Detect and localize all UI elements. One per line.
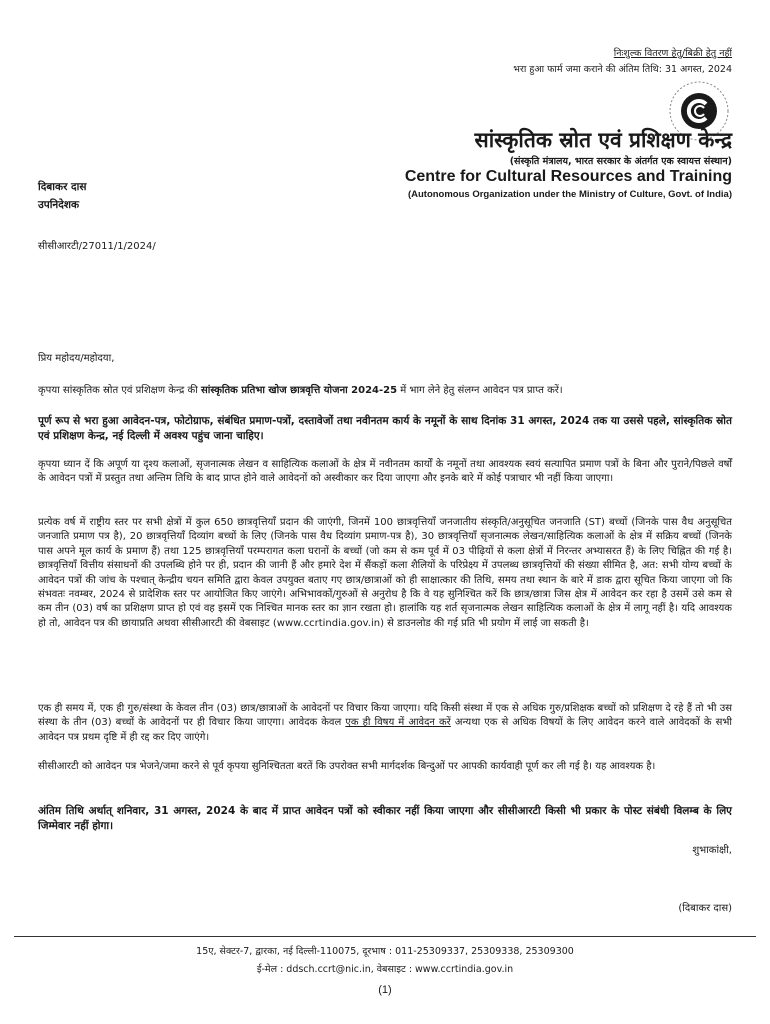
closing: शुभाकांक्षी, — [692, 845, 732, 856]
compliance-paragraph: सीसीआरटी को आवेदन पत्र भेजने/जमा करने से पूर्व कृपया सुनिश्चितता बरतें कि उपरोक्त सभी मार्गदर्शक बिन्दुओं पर आपकी कार्यवाही पूर्ण कर ली गई है। यह आवश्यक है। — [38, 761, 656, 772]
org-name-english: Centre for Cultural Resources and Training — [404, 168, 732, 185]
footer-address: 15ए, सेक्टर-7, द्वारका, नई दिल्ली-110075, दूरभाष : 011-25309337, 25309338, 25309300 — [196, 946, 574, 957]
salutation: प्रिय महोदय/महोदया, — [38, 353, 115, 364]
scheme-name: सांस्कृतिक प्रतिभा खोज छात्रवृत्ति योजना 2024-25 — [200, 385, 398, 396]
sender-name: दिबाकर दास — [38, 181, 87, 193]
footer-divider — [14, 936, 756, 937]
free-distribution-note: निःशुल्क वितरण हेतु/बिक्री हेतु नहीं — [613, 48, 732, 59]
reference-number: सीसीआरटी/27011/1/2024/ — [38, 241, 156, 252]
deadline-note: भरा हुआ फार्म जमा कराने की अंतिम तिथि: 31 अगस्त, 2024 — [513, 64, 732, 75]
signature-name: (दिबाकर दास) — [678, 903, 732, 914]
intro-paragraph — [38, 384, 732, 398]
footer-contact: ई-मेल : ddsch.ccrt@nic.in, वेबसाइट : www.ccrtindia.gov.in — [256, 964, 514, 975]
org-subtitle-english: (Autonomous Organization under the Ministry of Culture, Govt. of India) — [407, 189, 732, 200]
guru-limit-text-post: अन्यथा एक से अधिक विषयों के लिए आवेदन करने वाले आवेदकों के सभी आवेदन पत्र प्रथम दृष्टि में ही रद्द कर दिए जाएंगे। — [38, 717, 732, 743]
intro-text-pre: कृपया सांस्कृतिक स्रोत एवं प्रशिक्षण केन्द्र की — [38, 385, 201, 396]
sender-designation: उपनिदेशक — [38, 199, 80, 211]
submission-paragraph: पूर्ण रूप से भरा हुआ आवेदन-पत्र, फोटोग्राफ, संबंधित प्रमाण-पत्रों, दस्तावेजों तथा नवीनतम कार्य के नमूनों के साथ दिनांक 31 अगस्त, 2024 तक या उससे पहले, सांस्कृतिक स्रोत एवं प्रशिक्षण केन्द्र, नई दिल्ली में अवश्य पहुंच जाना चाहिए। — [38, 415, 732, 442]
single-subject-note: एक ही विषय में आवेदन करें — [345, 717, 451, 729]
intro-text-post: में भाग लेने हेतु संलग्न आवेदन पत्र प्राप्त करें। — [397, 385, 563, 396]
page-number: (1) — [378, 984, 392, 996]
rejection-paragraph: कृपया ध्यान दें कि अपूर्ण या दृश्य कलाओं, सृजनात्मक लेखन व साहित्यिक कलाओं के क्षेत्र में नवीनतम कार्यों के नमूनों तथा आवश्यक स्वयं सत्यापित प्रमाण पत्रों के बिना और पुराने/पिछले वर्षों के आवेदन पत्रों में प्रस्तुत तथा अन्तिम तिथि के बाद प्राप्त होने वाले आवेदनों को अस्वीकार कर दिया जाएगा और इनके बारे में कोई पत्राचार भी नहीं किया जाएगा। — [38, 459, 732, 485]
guru-limit-text-pre: एक ही समय में, एक ही गुरु/संस्था के केवल तीन (03) छात्र/छात्राओं के आवेदनों पर विचार किया जाएगा। यदि किसी संस्था में एक से अधिक गुरु/प्रशिक्षक बच्चों को प्रशिक्षण दे रहे हैं तो भी उस संस्था के तीन (03) बच्चों के आवेदनों पर ही विचार किया जाएगा। आवेदक केवल — [38, 703, 732, 729]
final-deadline-paragraph: अंतिम तिथि अर्थात् शनिवार, 31 अगस्त, 2024 के बाद में प्राप्त आवेदन पत्रों को स्वीकार नहीं किया जाएगा और सीसीआरटी किसी भी प्रकार के पोस्ट संबंधी विलम्ब के लिए जिम्मेवार नहीं होगा। — [38, 805, 732, 832]
org-name-hindi: सांस्कृतिक स्रोत एवं प्रशिक्षण केन्द्र — [474, 128, 732, 152]
org-subtitle-hindi: (संस्कृति मंत्रालय, भारत सरकार के अंतर्गत एक स्वायत्त संस्थान) — [509, 156, 732, 167]
guru-limit-paragraph — [38, 702, 732, 745]
scholarship-details-paragraph: प्रत्येक वर्ष में राष्ट्रीय स्तर पर सभी क्षेत्रों में कुल 650 छात्रवृत्तियाँ प्रदान की जाएंगी, जिनमें 100 छात्रवृत्तियाँ जनजातीय संस्कृति/अनुसूचित जनजाति (ST) बच्चों (जिनके पास वैध अनुसूचित जनजाति प्रमाण पत्र है), 20 छात्रवृत्तियाँ दिव्यांग बच्चों के लिए (जिनके पास वैध दिव्यांग प्रमाण-पत्र है), 30 छात्रवृत्तियाँ सृजनात्मक लेखन/साहित्यिक कलाओं के क्षेत्र में सक्रिय बच्चों (जिनके पास अपने मूल कार्य के प्रमाण हैं) तथा 125 छात्रवृत्तियाँ परम्परागत कला घरानों के बच्चों (जो कम से कम पूर्व में 03 पीढ़ियों से कला क्षेत्रों में निरन्तर अभ्यासरत हैं) के लिए चिह्नित की गई है। छात्रवृत्तियाँ वित्तीय संसाधनों की उपलब्धि होने पर ही, प्रदान की जानी हैं और हमारे देश में सैंकड़ों कला शैलियों के परिप्रेक्ष्य में उपलब्ध छात्रवृत्तियों की संख्या सीमित है, अत: सभी योग्य बच्चों के आवेदन पत्रों की जांच के पश्चात् केन्द्रीय चयन समिति द्वारा केवल उपयुक्त बताए गए छात्र/छात्राओं को ही साक्षात्कार की तिथि, समय तथा स्थान के बारे में डाक द्वारा सूचित किया जाएगा जो कि संभवतः नवम्बर, 2024 से प्रादेशिक स्तर पर आयोजित किए जाएंगे। अभिभावकों/गुरुओं से अनुरोध है कि वे यह सुनिश्चित करें कि छात्र/छात्रा जिस क्षेत्र में आवेदन कर रहा है उसमें उसे कम से कम तीन (03) वर्ष का प्रशिक्षण प्राप्त हो एवं वह इसमें एक निश्चित मानक स्तर का ज्ञान रखता हो। हालांकि यह शर्त सृजनात्मक लेखन साहित्यिक कलाओं के क्षेत्र में लागू नहीं है। यदि आवश्यक हो तो, आवेदन पत्र की छायाप्रति अथवा सीसीआरटी की वेबसाइट (www.ccrtindia.gov.in) से डाउनलोड की गई प्रति भी प्रयोग में लाई जा सकती है। — [38, 517, 732, 629]
